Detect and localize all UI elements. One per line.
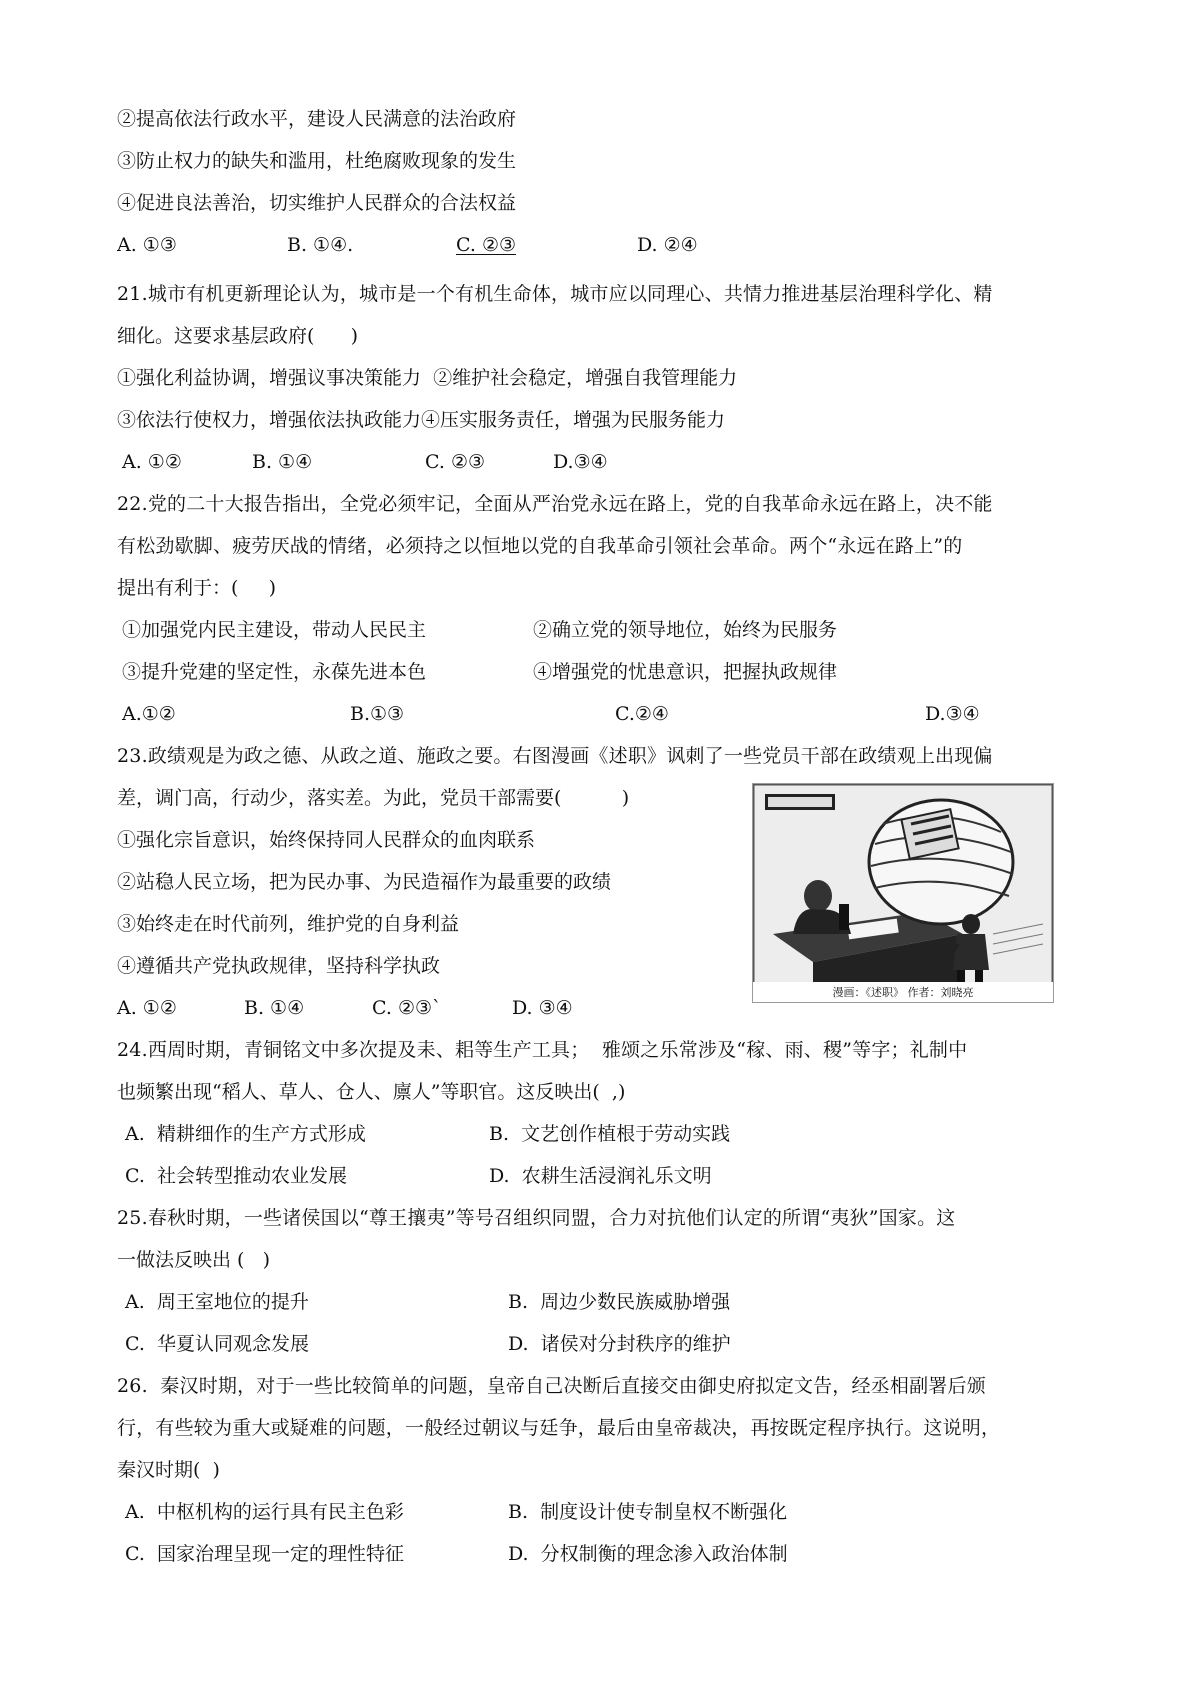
q20-option-2: ②提高依法行政水平，建设人民满意的法治政府 [117,108,517,130]
q22-option-3: ③提升党建的坚定性，永葆先进本色 [122,661,427,683]
q20-option-4: ④促进良法善治，切实维护人民群众的合法权益 [117,192,517,214]
cartoon-image [752,783,1054,1003]
q26-option-d: D. 分权制衡的理念渗入政治体制 [508,1543,788,1565]
q23-choice-b: B. ①④ [244,997,305,1019]
q25-stem-line-2: 一做法反映出 ( ) [117,1249,270,1271]
q23-option-1: ①强化宗旨意识，始终保持同人民群众的血肉联系 [117,829,536,851]
q20-choice-c: C. ②③ [456,234,517,256]
q25-option-b: B. 周边少数民族威胁增强 [508,1291,731,1313]
q23-choice-c: C. ②③` [372,997,442,1019]
q22-option-2: ②确立党的领导地位，始终为民服务 [533,619,838,641]
cartoon-illustration [753,784,1053,1002]
q25-option-a: A. 周王室地位的提升 [125,1291,309,1313]
q22-option-1: ①加强党内民主建设，带动人民民主 [122,619,427,641]
q20-choice-d: D. ②④ [637,234,698,256]
q26-stem-line-2: 行，有些较为重大或疑难的问题，一般经过朝议与廷争，最后由皇帝裁决，再按既定程序执行。这说明， [117,1417,1001,1439]
q22-choice-a: A.①② [122,703,176,725]
q23-option-2: ②站稳人民立场，把为民办事、为民造福作为最重要的政绩 [117,871,612,893]
q26-option-a: A. 中枢机构的运行具有民主色彩 [125,1501,404,1523]
q23-option-3: ③始终走在时代前列，维护党的自身利益 [117,913,460,935]
q21-choice-a: A. ①② [122,451,182,473]
q23-stem-line-1: 23.政绩观是为政之德、从政之道、施政之要。右图漫画《述职》讽刺了一些党员干部在政绩观上出现偏 [117,745,993,767]
q26-stem-line-1: 26. 秦汉时期，对于一些比较简单的问题，皇帝自己决断后直接交由御史府拟定文告，经丞相副署后颁 [117,1375,986,1397]
q22-choice-c: C.②④ [615,703,669,725]
q22-stem-line-3: 提出有利于：( ) [117,577,277,599]
q21-stem-line-2: 细化。这要求基层政府( ) [117,325,359,347]
q26-option-c: C. 国家治理呈现一定的理性特征 [125,1543,404,1565]
q22-stem-line-1: 22.党的二十大报告指出，全党必须牢记，全面从严治党永远在路上，党的自我革命永远在路上，决不能 [117,493,993,515]
q20-option-3: ③防止权力的缺失和滥用，杜绝腐败现象的发生 [117,150,517,172]
q24-option-d: D. 农耕生活浸润礼乐文明 [489,1165,712,1187]
q22-choice-d: D.③④ [925,703,980,725]
q24-option-b: B. 文艺创作植根于劳动实践 [489,1123,731,1145]
cartoon-caption: 漫画：《述职》 作者：刘晓亮 [832,986,974,999]
q22-option-4: ④增强党的忧患意识，把握执政规律 [533,661,838,683]
q25-stem-line-1: 25.春秋时期，一些诸侯国以“尊王攘夷”等号召组织同盟，合力对抗他们认定的所谓“夷狄”国家。这 [117,1207,956,1229]
q21-stem-line-1: 21.城市有机更新理论认为，城市是一个有机生命体，城市应以同理心、共情力推进基层治理科学化、精 [117,283,993,305]
q25-option-d: D. 诸侯对分封秩序的维护 [508,1333,731,1355]
q20-choice-a: A. ①③ [117,234,177,256]
q21-choice-d: D.③④ [553,451,608,473]
q24-stem-line-2: 也频繁出现“稻人、草人、仓人、廪人”等职官。这反映出( ,) [117,1081,626,1103]
q23-option-4: ④遵循共产党执政规律，坚持科学执政 [117,955,441,977]
q24-option-c: C. 社会转型推动农业发展 [125,1165,347,1187]
q24-stem-line-1: 24.西周时期，青铜铭文中多次提及耒、耜等生产工具； 雅颂之乐常涉及“稼、雨、稷”等字；礼制中 [117,1039,968,1061]
q22-stem-line-2: 有松劲歇脚、疲劳厌战的情绪，必须持之以恒地以党的自我革命引领社会革命。两个“永远在路上”的 [117,535,963,557]
q21-choice-c: C. ②③ [425,451,486,473]
q22-choice-b: B.①③ [350,703,405,725]
q25-option-c: C. 华夏认同观念发展 [125,1333,309,1355]
q26-stem-line-3: 秦汉时期( ) [117,1459,220,1481]
q23-stem-line-2: 差，调门高，行动少，落实差。为此，党员干部需要( ) [117,787,630,809]
q26-option-b: B. 制度设计使专制皇权不断强化 [508,1501,788,1523]
q21-choice-b: B. ①④ [252,451,313,473]
q21-options-3-4: ③依法行使权力，增强依法执政能力④压实服务责任，增强为民服务能力 [117,409,726,431]
q21-options-1-2: ①强化利益协调，增强议事决策能力 ②维护社会稳定，增强自我管理能力 [117,367,738,389]
q23-choice-d: D. ③④ [512,997,573,1019]
q20-choice-b: B. ①④. [287,234,354,256]
q23-choice-a: A. ①② [117,997,177,1019]
q24-option-a: A. 精耕细作的生产方式形成 [125,1123,366,1145]
